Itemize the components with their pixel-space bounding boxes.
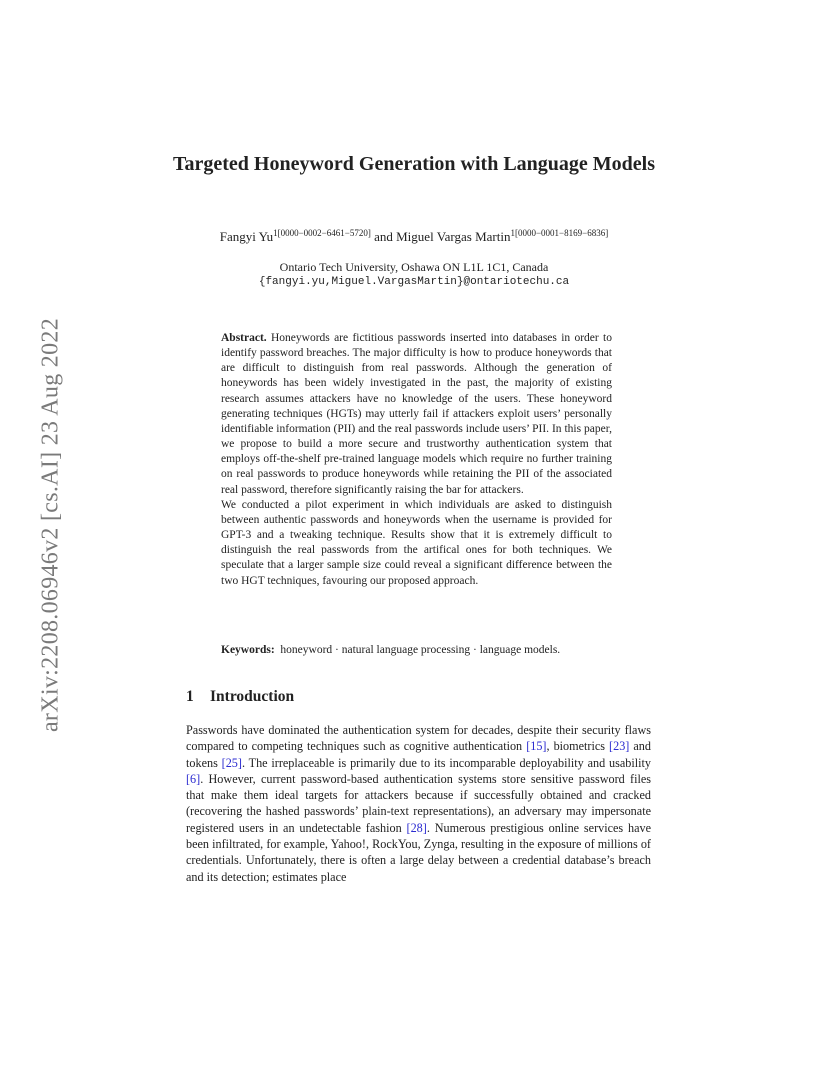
abstract-text-1: Honeywords are fictitious passwords inserted into databases in order to identify password breaches. The major difficulty is how to produce honeywords that are difficult to distinguish from real passwords. Although the generation of honeywords has been widely investigated in the past, the majority of existing research assumes attackers have no knowledge of the users. These honeyword generating techniques (HGTs) may utterly fail if attackers exploit users’ personally identifiable information (PII) and the real passwords include users’ PII. In this paper, we propose to build a more secure and trustworthy authentication system that employs off-the-shelf pre-trained language models which require no further training on real passwords to produce honeywords while retaining the PII of the associated real password, therefore significantly raising the bar for attackers. (221, 332, 612, 496)
intro-text-6: . Numerous prestigious online services have been infiltrated, for example, Yahoo!, RockYou, Zynga, resulting in the exposure of millions of credentials. Unfortunately, there is often a large delay between a credential database’s breach and its detection; estimates place (186, 820, 651, 884)
author-emails: {fangyi.yu,Miguel.VargasMartin}@ontariotechu.ca (258, 276, 570, 288)
keywords-label: Keywords: (221, 644, 275, 656)
intro-text-4: . The irreplaceable is primarily due to its incomparable deployability and usability (241, 755, 651, 770)
author-2-orcid: 1[0000−0001−8169−6836] (510, 228, 609, 238)
keywords-text: honeyword · natural language processing · language models. (274, 644, 561, 656)
introduction-paragraph (186, 722, 651, 885)
citation-link[interactable]: [25] (221, 755, 242, 770)
keywords (221, 643, 621, 658)
citation-link[interactable]: [23] (609, 739, 630, 754)
abstract (221, 331, 612, 589)
abstract-label: Abstract. (221, 332, 267, 344)
arxiv-sidebar (36, 290, 66, 760)
arxiv-identifier: arXiv:2208.06946v2 [cs.AI] 23 Aug 2022 (37, 317, 64, 733)
author-line (130, 229, 698, 245)
abstract-paragraph-2: We conducted a pilot experiment in which individuals are asked to distinguish between authentic passwords and honeywords when the username is provided for GPT-3 and a tweaking technique. Results show that it is extremely difficult to distinguish the real passwords from the artifical ones for both techniques. We speculate that a larger sample size could reveal a significant difference between the two HGT techniques, favouring our proposed approach. (221, 498, 612, 587)
intro-text-1: Passwords have dominated the authentication system for decades, despite their security flaws compared to competing techniques such as cognitive authentication (186, 723, 651, 754)
section-number: 1 (186, 688, 194, 705)
citation-link[interactable]: [28] (406, 820, 427, 835)
abstract-paragraph-1 (221, 331, 612, 498)
paper-title: Targeted Honeyword Generation with Language Models (172, 153, 656, 175)
author-1-orcid: 1[0000−0002−6461−5720] (273, 228, 371, 238)
intro-text-3: and tokens (186, 739, 651, 770)
intro-text-5: . However, current password-based authentication systems store sensitive password files that make them ideal targets for attackers because if successfully obtained and cracked (recovering the hashed passwords’ plain-text representations), an adversary may impersonate registered users in an undetectable fashion (186, 771, 651, 835)
citation-link[interactable]: [6] (186, 771, 201, 786)
citation-link[interactable]: [15] (526, 739, 547, 754)
author-conjunction: and (370, 229, 397, 244)
intro-text-2: , biometrics (546, 739, 610, 754)
section-title: Introduction (210, 688, 295, 705)
author-1-name: Fangyi Yu (219, 229, 274, 244)
affiliation: Ontario Tech University, Oshawa ON L1L 1C1, Canada (279, 260, 549, 274)
section-heading-introduction (186, 687, 294, 707)
author-2-name: Miguel Vargas Martin (396, 229, 511, 244)
